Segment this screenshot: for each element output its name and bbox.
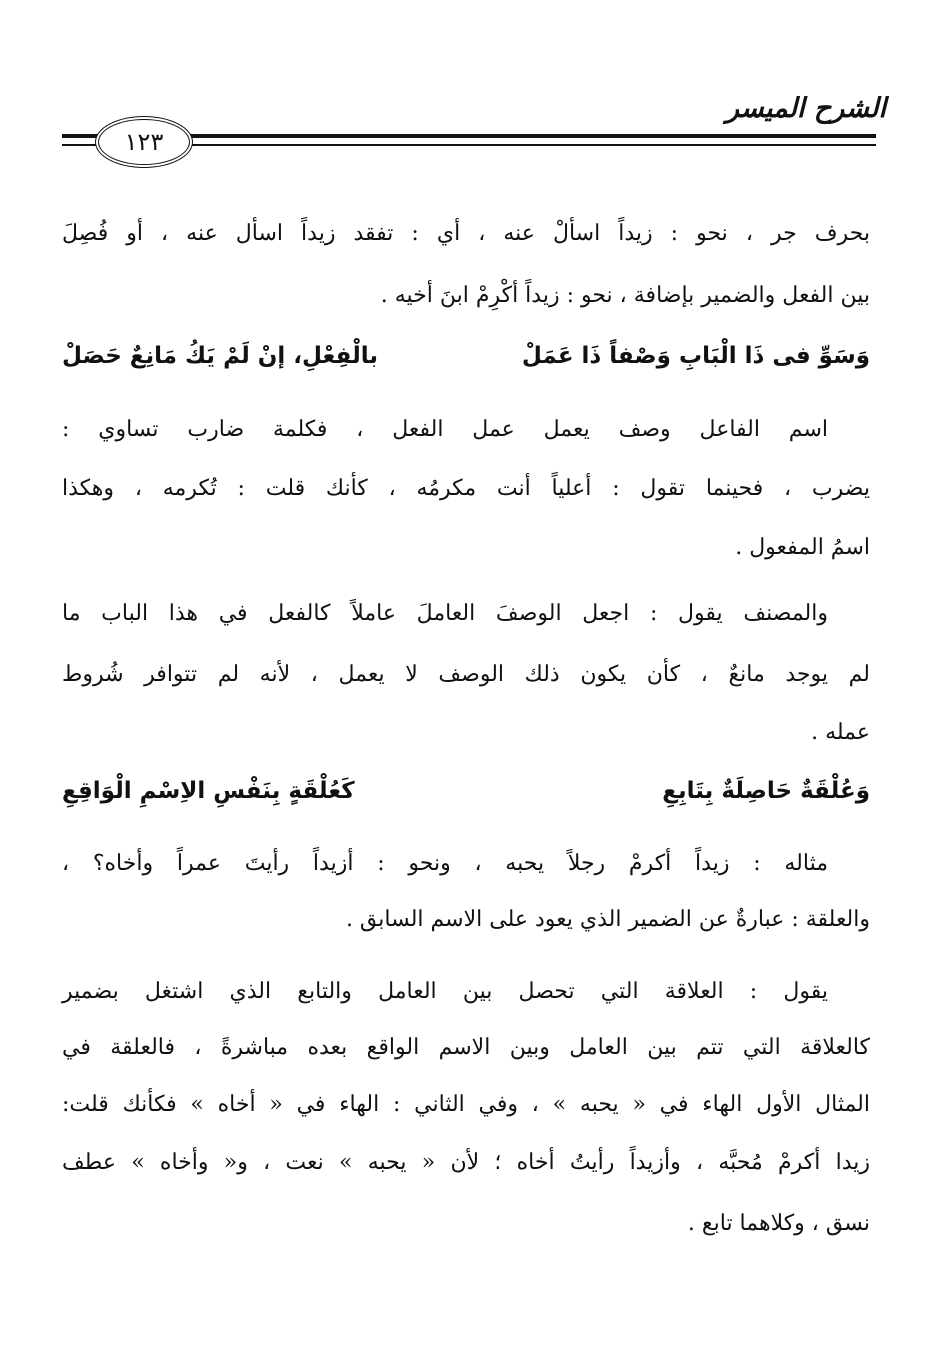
- text-line: عمله .: [811, 720, 870, 745]
- text-line: اسم الفاعل وصف يعمل عمل الفعل ، فكلمة ضارب تساوي :: [62, 417, 828, 442]
- text-line: لم يوجد مانعٌ ، كأن يكون ذلك الوصف لا يعمل ، لأنه لم تتوافر شُروط: [62, 662, 870, 687]
- verse-second-hemistich: كَعُلْقَةٍ بِنَفْسِ الاِسْمِ الْوَاقِعِ: [62, 778, 355, 804]
- text-line: يضرب ، فحينما تقول : أعلياً أنت مكرمُه ، كأنك قلت : تُكرمه ، وهكذا: [62, 476, 870, 501]
- verse-second-hemistich: بالْفِعْلِ، إنْ لَمْ يَكُ مَانِعٌ حَصَلْ: [62, 343, 378, 369]
- text-line: زيدا أكرمْ مُحبَّه ، وأزيداً رأيتُ أخاه ؛ لأن « يحبه » نعت ، و« وأخاه » عطف: [62, 1150, 870, 1175]
- verse-first-hemistich: وَعُلْقَةٌ حَاصِلَةٌ بِتَابِعِ: [662, 778, 870, 804]
- page-number: ١٢٣: [95, 116, 193, 168]
- text-line: بحرف جر ، نحو : زيداً اسألْ عنه ، أي : تفقد زيداً اسأل عنه ، أو فُصِلَ: [62, 221, 870, 246]
- verse-line: [62, 763, 870, 819]
- text-line: اسمُ المفعول .: [735, 535, 870, 560]
- text-line: مثاله : زيداً أكرمْ رجلاً يحبه ، ونحو : أزيداً رأيتَ عمراً وأخاه؟ ،: [62, 851, 828, 876]
- text-line: نسق ، وكلاهما تابع .: [687, 1211, 870, 1236]
- verse-first-hemistich: وَسَوِّ فى ذَا الْبَابِ وَصْفاً ذَا عَمَلْ: [521, 343, 870, 369]
- text-line: كالعلاقة التي تتم بين العامل وبين الاسم الواقع بعده مباشرةً ، فالعلقة في: [62, 1035, 870, 1060]
- text-line: المثال الأول الهاء في « يحبه » ، وفي الثاني : الهاء في « أخاه » فكأنك قلت:: [62, 1092, 870, 1117]
- text-line: يقول : العلاقة التي تحصل بين العامل والتابع الذي اشتغل بضمير: [62, 979, 828, 1004]
- verse-line: [62, 328, 870, 384]
- text-line: بين الفعل والضمير بإضافة ، نحو : زيداً أكْرِمْ ابنَ أخيه .: [380, 283, 870, 308]
- book-title: الشرح الميسر: [725, 93, 886, 124]
- text-line: والعلقة : عبارةٌ عن الضمير الذي يعود على الاسم السابق .: [345, 907, 870, 932]
- text-line: والمصنف يقول : اجعل الوصفَ العاملَ عاملاً كالفعل في هذا الباب ما: [62, 601, 828, 626]
